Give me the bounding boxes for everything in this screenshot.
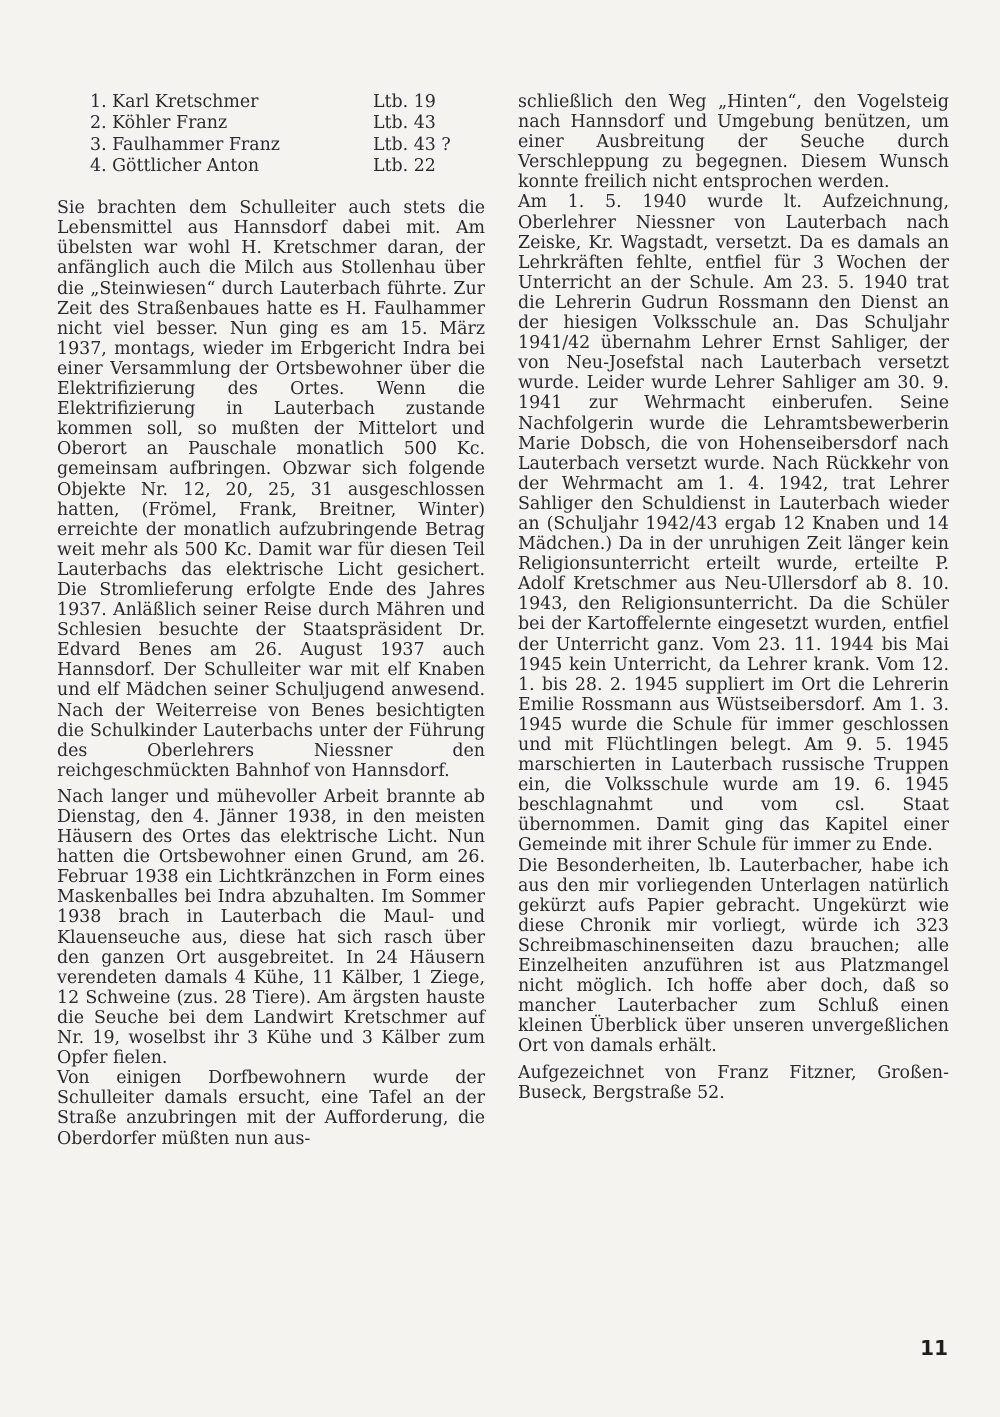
right-column: [518, 92, 949, 1109]
roster-ltb: Ltb. 43 ?: [373, 134, 451, 155]
signature-line: Aufgezeichnet von Franz Fitzner, Großen-Buseck, Bergstraße 52.: [518, 1062, 949, 1103]
roster-name: 4. Göttlicher Anton: [90, 155, 260, 176]
paragraph: schließlich den Weg „Hinten“, den Vogelsteig nach Hannsdorf und Umgebung benützen, um einer Ausbreitung der Seuche durch Verschleppung zu begegnen. Diesem Wunsch konnte freilich nicht entsprochen werden.: [518, 92, 949, 193]
roster-name: 2. Köhler Franz: [90, 113, 228, 134]
roster-name: 3. Faulhammer Franz: [90, 134, 280, 155]
roster-ltb: Ltb. 22: [373, 155, 436, 176]
roster-row: [90, 156, 502, 177]
left-column: [57, 92, 485, 1155]
page-number: 11: [920, 1336, 948, 1360]
roster-row: [90, 92, 502, 113]
roster-ltb: Ltb. 43: [373, 113, 436, 134]
roster-row: [90, 113, 502, 134]
paragraph: Nach langer und mühevoller Arbeit brannte ab Dienstag, den 4. Jänner 1938, in den meisten Häusern des Ortes das elektrische Licht. Nun hatten die Ortsbewohner einen Grund, am 26. Februar 1938 ein Lichtkränzchen in Form eines Maskenballes bei Indra abzuhalten. Im Sommer 1938 brach in Lauterbach die Maul- und Klauenseuche aus, diese hat sich rasch über den ganzen Ort ausgebreitet. In 24 Häusern verendeten damals 4 Kühe, 11 Kälber, 1 Ziege, 12 Schweine (zus. 28 Tiere). Am ärgsten hauste die Seuche bei dem Landwirt Kretschmer auf Nr. 19, woselbst ihr 3 Kühe und 3 Kälber zum Opfer fielen.: [57, 786, 485, 1069]
roster-name: 1. Karl Kretschmer: [90, 92, 259, 112]
paragraph: Von einigen Dorfbewohnern wurde der Schulleiter damals ersucht, eine Tafel an der Straße anzubringen mit der Aufforderung, die Oberdorfer müßten nun aus-: [57, 1068, 485, 1149]
paragraph: Die Besonderheiten, lb. Lauterbacher, habe ich aus den mir vorliegenden Unterlagen natürlich gekürzt aufs Papier gebracht. Ungekürzt wie diese Chronik mir vorliegt, würde ich 323 Schreibmaschinenseiten dazu brauchen; alle Einzelheiten anzuführen ist aus Platzmangel nicht möglich. Ich hoffe aber doch, daß so mancher Lauterbacher zum Schluß einen kleinen Überblick über unseren unvergeßlichen Ort von damals erhält.: [518, 855, 949, 1057]
paragraph: Am 1. 5. 1940 wurde lt. Aufzeichnung, Oberlehrer Niessner von Lauterbach nach Zeiske, Kr. Wagstadt, versetzt. Da es damals an Lehrkräften fehlte, entfiel für 3 Wochen der Unterricht an der Schule. Am 23. 5. 1940 trat die Lehrerin Gudrun Rossmann den Dienst an der hiesigen Volksschule an. Das Schuljahr 1941/42 übernahm Lehrer Ernst Sahliger, der von Neu-Josefstal nach Lauterbach versetzt wurde. Leider wurde Lehrer Sahliger am 30. 9. 1941 zur Wehrmacht einberufen. Seine Nachfolgerin wurde die Lehramtsbewerberin Marie Dobsch, die von Hohenseibersdorf nach Lauterbach versetzt wurde. Nach Rückkehr von der Wehrmacht am 1. 4. 1942, trat Lehrer Sahliger den Schuldienst in Lauterbach wieder an (Schuljahr 1942/43 ergab 12 Knaben und 14 Mädchen.) Da in der unruhigen Zeit länger kein Religionsunterricht erteilt wurde, erteilte P. Adolf Kretschmer aus Neu-Ullersdorf ab 8. 10. 1943, den Religionsunterricht. Da die Schüler bei der Kartoffelernte eingesetzt wurden, entfiel der Unterricht ganz. Vom 23. 11. 1944 bis Mai 1945 kein Unterricht, da Lehrer krank. Vom 12. 1. bis 28. 2. 1945 suppliert im Ort die Lehrerin Emilie Rossmann aus Wüstseibersdorf. Am 1. 3. 1945 wurde die Schule für immer geschlossen und mit Flüchtlingen belegt. Am 9. 5. 1945 marschierten in Lauterbach russische Truppen ein, die Volksschule wurde am 19. 6. 1945 beschlagnahmt und vom csl. Staat übernommen. Damit ging das Kapitel einer Gemeinde mit ihrer Schule für immer zu Ende.: [518, 192, 949, 856]
roster-list: [90, 92, 502, 177]
paragraph: Sie brachten dem Schulleiter auch stets die Lebensmittel aus Hannsdorf dabei mit. Am übelsten war wohl H. Kretschmer daran, der anfänglich auch die Milch aus Stollenhau über die „Steinwiesen“ durch Lauterbach führte. Zur Zeit des Straßenbaues hatte es H. Faulhammer nicht viel besser. Nun ging es am 15. März 1937, montags, wieder im Erbgericht Indra bei einer Versammlung der Ortsbewohner über die Elektrifizierung des Ortes. Wenn die Elektrifizierung in Lauterbach zustande kommen soll, so mußten der Mittelort und Oberort an Pauschale monatlich 500 Kc. gemeinsam aufbringen. Obzwar sich folgende Objekte Nr. 12, 20, 25, 31 ausgeschlossen hatten, (Frömel, Frank, Breitner, Winter) erreichte der monatlich aufzubringende Betrag weit mehr als 500 Kc. Damit war für diesen Teil Lauterbachs das elektrische Licht gesichert. Die Stromlieferung erfolgte Ende des Jahres 1937. Anläßlich seiner Reise durch Mähren und Schlesien besuchte der Staatspräsident Dr. Edvard Benes am 26. August 1937 auch Hannsdorf. Der Schulleiter war mit elf Knaben und elf Mädchen seiner Schuljugend anwesend. Nach der Weiterreise von Benes besichtigten die Schulkinder Lauterbachs unter der Führung des Oberlehrers Niessner den reichgeschmückten Bahnhof von Hannsdorf.: [57, 198, 485, 781]
roster-row: [90, 135, 502, 156]
roster-ltb: Ltb. 19: [373, 92, 436, 112]
